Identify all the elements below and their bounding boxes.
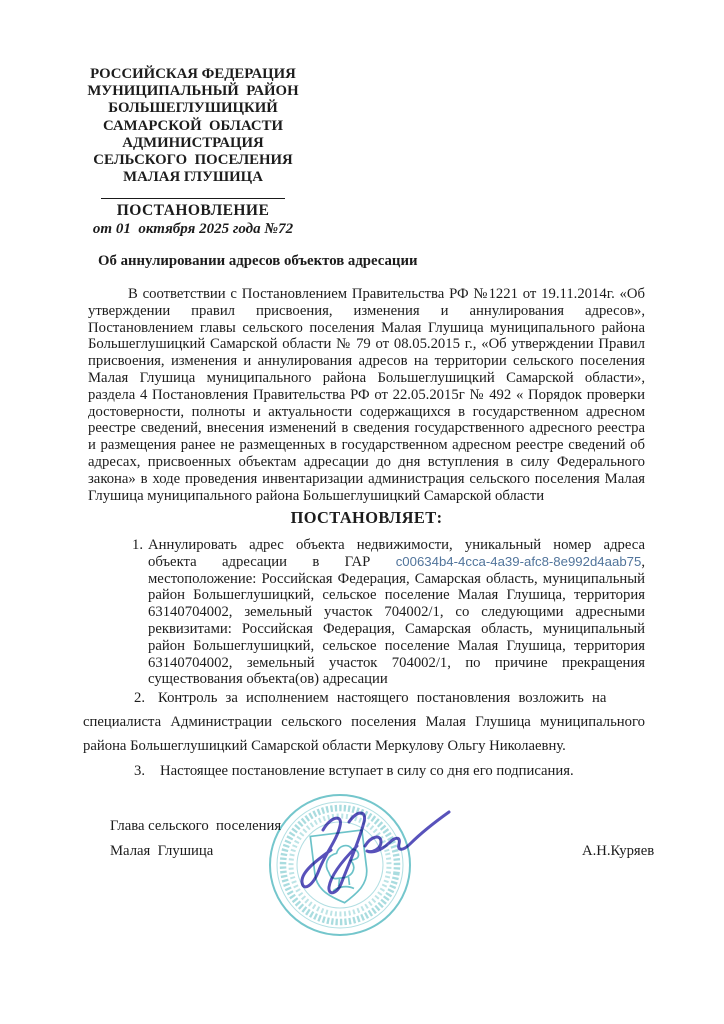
letterhead-line: СЕЛЬСКОГО ПОСЕЛЕНИЯ	[93, 152, 293, 169]
subject-line: Об аннулировании адресов объектов адресации	[98, 253, 418, 269]
gar-guid: c00634b4-4cca-4a39-afc8-8e992d4aab75	[395, 553, 642, 569]
signatory-name: А.Н.Куряев	[582, 843, 655, 859]
item-1-text-after-guid: , местоположение: Российская Федерация, Самарская область, муниципальный район Большеглушицкий, сельское поселение Малая Глушица, территория 63140704002, земельный участок 704002/1, со следующими адресными реквизитами: Российская Федерация, Самарская область, муниципальный район Большеглушицкий, сельское поселение Малая Глушица, территория 63140704002, земельный участок 704002/1, по причине прекращения существования объекта(ов) адресации	[148, 553, 645, 688]
signatory-position-line2: Малая Глушица	[110, 843, 214, 859]
item-3-number: 3.	[134, 763, 146, 779]
letterhead-line: РОССИЙСКАЯ ФЕДЕРАЦИЯ	[90, 66, 296, 82]
letterhead-line: БОЛЬШЕГЛУШИЦКИЙ	[108, 100, 278, 117]
item-1-text	[148, 537, 645, 688]
letterhead-line: МУНИЦИПАЛЬНЫЙ РАЙОН	[87, 83, 299, 100]
resolves-heading: ПОСТАНОВЛЯЕТ:	[290, 508, 443, 527]
item-2-continuation: специалиста Администрации сельского поселения Малая Глушица муниципального района Большеглушицкий Самарской области Меркулову Ольгу Николаевну.	[83, 714, 645, 754]
item-1-number: 1.	[132, 537, 144, 553]
document-date-number: от 01 октября 2025 года №72	[92, 221, 294, 238]
list-item-1	[88, 537, 645, 688]
item-3-text: Настоящее постановление вступает в силу со дня его подписания.	[160, 763, 574, 779]
handwritten-signature	[293, 796, 463, 901]
document-type-title: ПОСТАНОВЛЕНИЕ	[116, 202, 270, 220]
signatory-position-line1: Глава сельского поселения	[110, 818, 282, 834]
letterhead-line: МАЛАЯ ГЛУШИЦА	[123, 169, 263, 186]
letterhead	[58, 66, 328, 238]
separator-line	[101, 192, 285, 199]
preamble-paragraph: В соответствии с Постановлением Правительства РФ №1221 от 19.11.2014г. «Об утверждении правил присвоения, изменения и аннулирования адресов», Постановлением главы сельского поселения Малая Глушица муниципального района Большеглушицкий Самарской области № 79 от 08.05.2015 г., «Об утверждении Правил присвоения, изменения и аннулирования адресов на территории сельского поселения Малая Глушица муниципального района Большеглушицкий Самарской области», раздела 4 Постановления Правительства РФ от 22.05.2015г № 492 « Порядок проверки достоверности, полноты и актуальности содержащихся в государственном адресном реестре сведений, внесения изменений в сведения государственного адресного реестра и размещения ранее не размещенных в государственном адресном реестре сведений об адресах, присвоенных объектам адресации до дня вступления в силу Федерального закона» в ходе проведения инвентаризации администрация сельского поселения Малая Глушица муниципального района Большеглушицкий Самарской области	[88, 286, 645, 504]
item-1-text-before-guid: Аннулировать адрес объекта недвижимости, уникальный номер адреса объекта адресации в ГАР	[148, 537, 645, 570]
item-2-first-line: Контроль за исполнением настоящего постановления возложить на	[158, 690, 607, 706]
letterhead-line: АДМИНИСТРАЦИЯ	[122, 134, 264, 151]
list-item-2	[88, 690, 645, 707]
letterhead-line: САМАРСКОЙ ОБЛАСТИ	[103, 117, 283, 134]
item-2-number: 2.	[134, 690, 146, 706]
